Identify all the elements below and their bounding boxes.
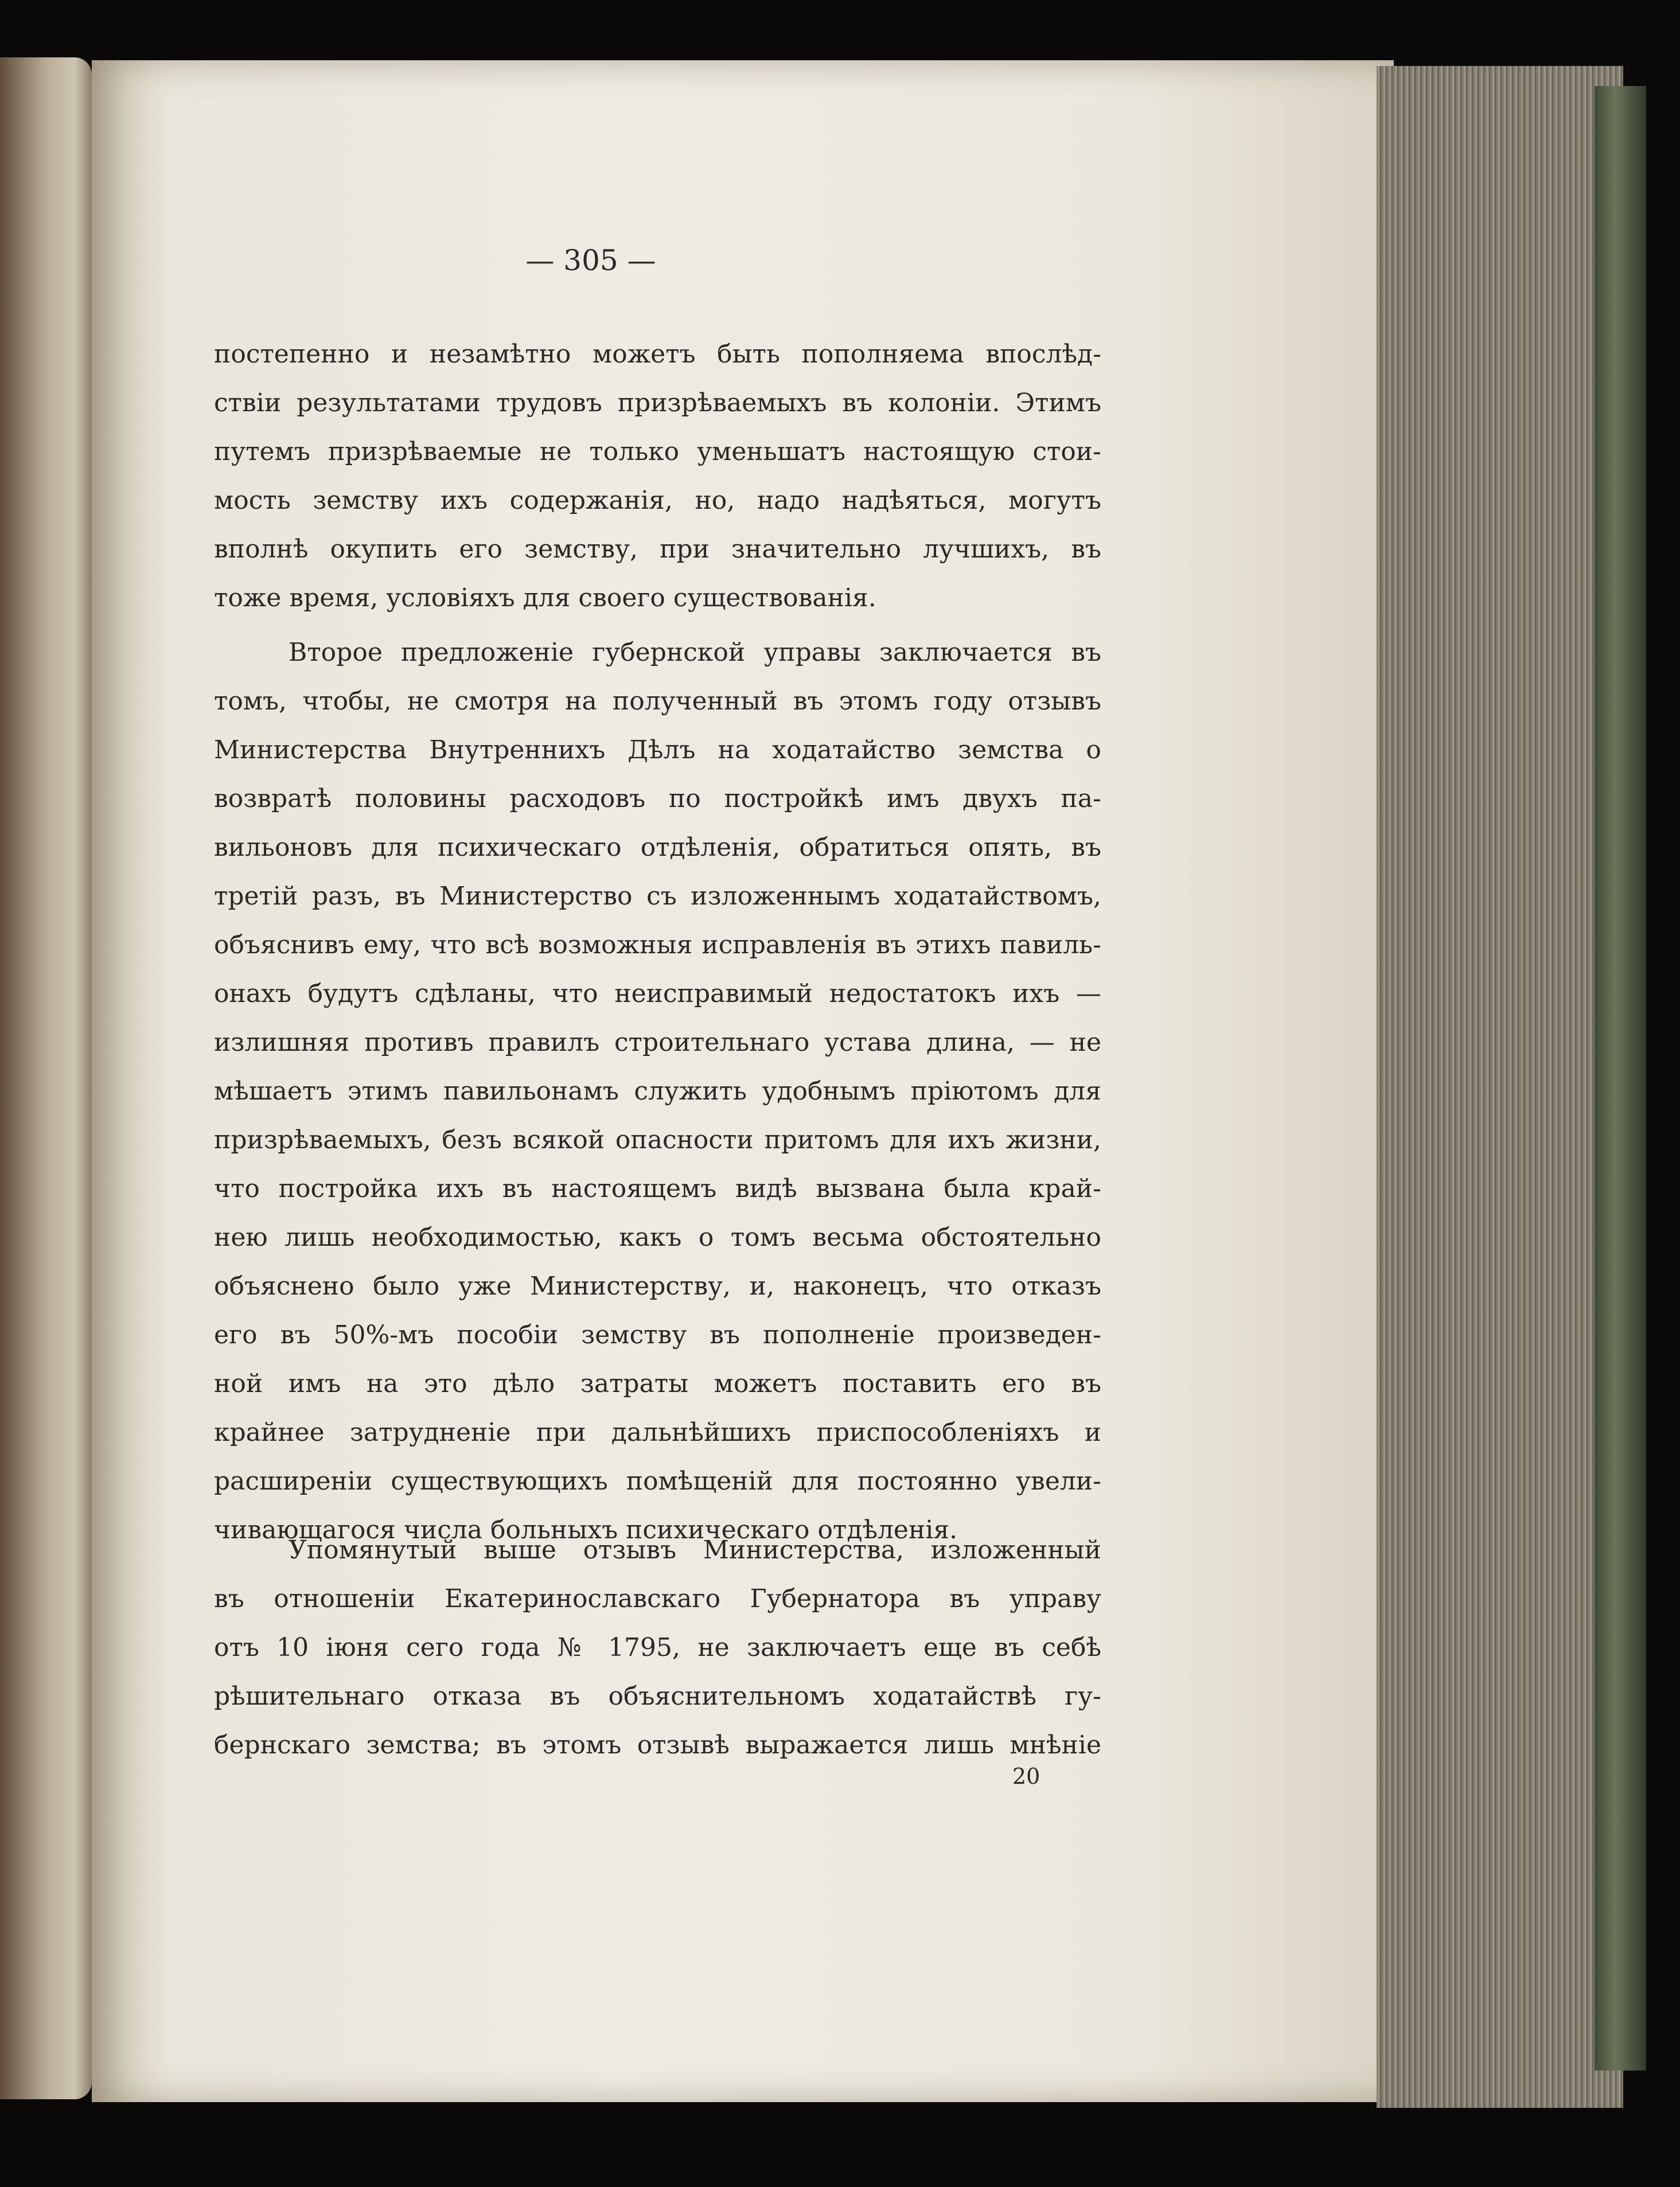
text-line: мѣшаетъ этимъ павильонамъ служить удобнымъ пріютомъ для (214, 1077, 1101, 1106)
paragraph-3 (214, 1526, 1101, 1769)
text-line: излишняя противъ правилъ строительнаго устава длина, — не (214, 1028, 1101, 1057)
text-line: объяснено было уже Министерству, и, наконецъ, что отказъ (214, 1272, 1101, 1301)
paragraph-1 (214, 330, 1101, 622)
text-line: отъ 10 іюня сего года № 1795, не заключаетъ еще въ себѣ (214, 1633, 1101, 1662)
text-line: вполнѣ окупить его земству, при значительно лучшихъ, въ (214, 535, 1101, 564)
text-line: крайнее затрудненіе при дальнѣйшихъ приспособленіяхъ и (214, 1418, 1101, 1447)
book-cover-edge (1595, 86, 1646, 2071)
text-line: постепенно и незамѣтно можетъ быть пополняема впослѣд- (214, 340, 1101, 369)
text-line: ствіи результатами трудовъ призрѣваемыхъ въ колоніи. Этимъ (214, 388, 1101, 418)
page-block-edges (1377, 66, 1623, 2108)
text-line: мость земству ихъ содержанія, но, надо надѣяться, могутъ (214, 486, 1101, 515)
text-line: объяснивъ ему, что всѣ возможныя исправленія въ этихъ павиль- (214, 930, 1101, 960)
text-line: третій разъ, въ Министерство съ изложеннымъ ходатайствомъ, (214, 882, 1101, 911)
text-line: нею лишь необходимостью, какъ о томъ весьма обстоятельно (214, 1223, 1101, 1252)
text-line: расширеніи существующихъ помѣщеній для постоянно увели- (214, 1467, 1101, 1496)
text-line: что постройка ихъ въ настоящемъ видѣ вызвана была край- (214, 1174, 1101, 1203)
text-line: его въ 50%-мъ пособіи земству въ пополненіе произведен- (214, 1320, 1101, 1350)
text-line: призрѣваемыхъ, безъ всякой опасности притомъ для ихъ жизни, (214, 1125, 1101, 1155)
text-line: томъ, чтобы, не смотря на полученный въ этомъ году отзывъ (214, 687, 1101, 716)
text-line: возвратѣ половины расходовъ по постройкѣ имъ двухъ па- (214, 784, 1101, 813)
text-line: Второе предложеніе губернской управы заключается въ (289, 638, 1101, 667)
text-line: рѣшительнаго отказа въ объяснительномъ ходатайствѣ гу- (214, 1682, 1101, 1711)
text-line: въ отношеніи Екатеринославскаго Губернатора въ управу (214, 1584, 1101, 1613)
paragraph-2 (214, 628, 1101, 1554)
text-line: онахъ будутъ сдѣланы, что неисправимый недостатокъ ихъ — (214, 979, 1101, 1008)
text-line: бернскаго земства; въ этомъ отзывѣ выражается лишь мнѣніе (214, 1730, 1101, 1760)
previous-page-edge (0, 57, 92, 2099)
text-line: тоже время, условіяхъ для своего существованія. (214, 583, 876, 613)
text-line: путемъ призрѣваемые не только уменьшатъ настоящую стои- (214, 437, 1101, 466)
page-number: — 305 — (525, 244, 656, 277)
text-line: Министерства Внутреннихъ Дѣлъ на ходатайство земства о (214, 735, 1101, 765)
text-line: вильоновъ для психическаго отдѣленія, обратиться опять, въ (214, 833, 1101, 862)
signature-mark: 20 (1012, 1764, 1040, 1789)
text-line: ной имъ на это дѣло затраты можетъ поставить его въ (214, 1369, 1101, 1398)
text-line: чивающагося числа больныхъ психическаго отдѣленія. (214, 1515, 958, 1545)
text-line: Упомянутый выше отзывъ Министерства, изложенный (289, 1535, 1101, 1565)
